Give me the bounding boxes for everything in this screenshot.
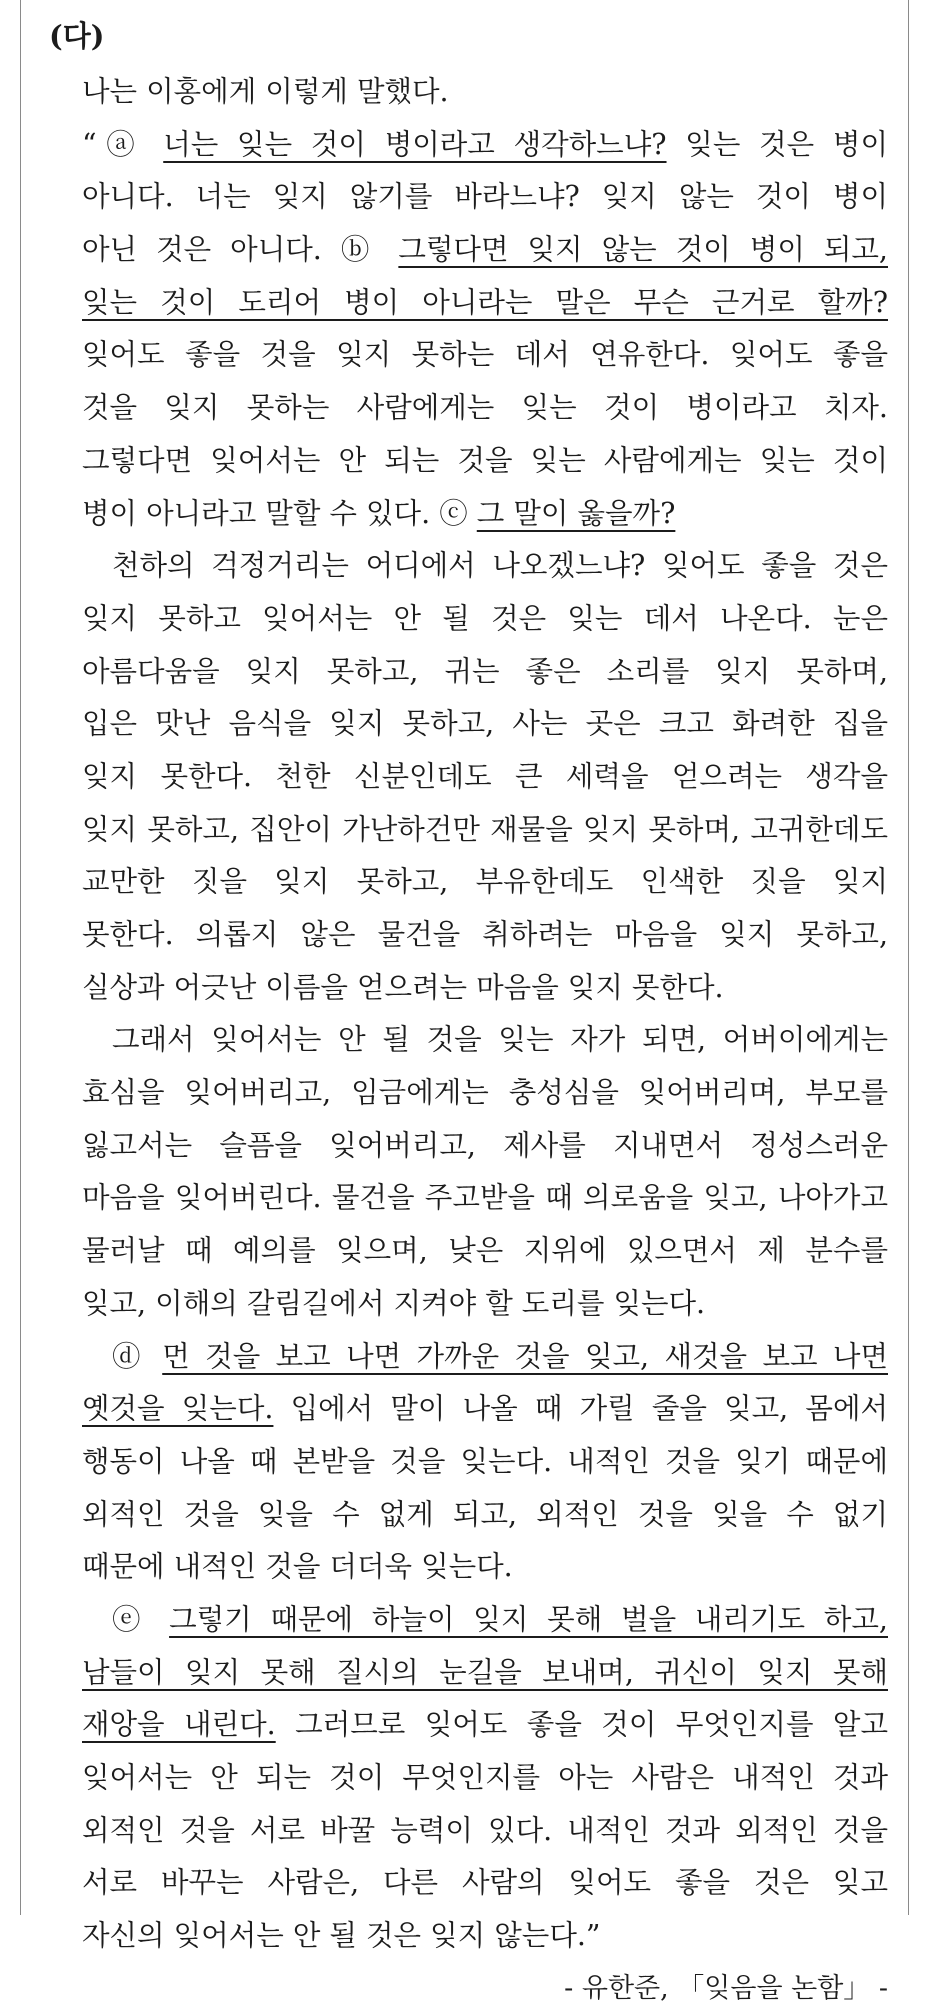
underlined-phrase: 남들이 잊지 못해 질시의 눈길을 보내며, 귀신이 잊지 못해	[82, 1655, 888, 1689]
text-line	[82, 1172, 888, 1225]
text-line	[82, 751, 888, 804]
source-citation	[82, 1963, 888, 2015]
right-border-line	[908, 0, 909, 1915]
text-segment: ⓔ	[112, 1602, 170, 1636]
text-segment: 효심을 잊어버리고, 임금에게는 충성심을 잊어버리며, 부모를	[82, 1076, 888, 1110]
text-segment: 때문에 내적인 것을 더더욱 잊는다.	[82, 1550, 513, 1584]
text-segment: 잊고, 이해의 갈림길에서 지켜야 할 도리를 잊는다.	[82, 1286, 706, 1320]
text-segment: 잊는 것은 병이	[666, 127, 888, 161]
text-line	[82, 962, 888, 1015]
text-segment: 서로 바꾸는 사람은, 다른 사람의 잊어도 좋을 것은 잊고	[82, 1866, 888, 1900]
underlined-phrase: 재앙을 내린다.	[82, 1708, 276, 1742]
text-line	[82, 1910, 888, 1963]
text-line	[82, 1647, 888, 1700]
text-line	[82, 171, 888, 224]
text-line	[82, 1278, 888, 1331]
underlined-phrase: 먼 것을 보고 나면 가까운 것을 잊고, 새것을 보고 나면	[162, 1339, 888, 1373]
text-line	[82, 277, 888, 330]
text-segment: 마음을 잊어버린다. 물건을 주고받을 때 의로움을 잊고, 나아가고	[82, 1181, 888, 1215]
underlined-phrase: 그 말이 옳을까?	[476, 496, 676, 530]
text-segment: 자신의 잊어서는 안 될 것은 잊지 않는다.”	[82, 1919, 601, 1953]
text-segment: 입은 맛난 음식을 잊지 못하고, 사는 곳은 크고 화려한 집을	[82, 707, 888, 741]
text-segment: 잊지 못하고, 집안이 가난하건만 재물을 잊지 못하며, 고귀한데도	[82, 812, 888, 846]
text-segment: 잊지 못한다. 천한 신분인데도 큰 세력을 얻으려는 생각을	[82, 759, 888, 793]
text-segment: 아름다움을 잊지 못하고, 귀는 좋은 소리를 잊지 못하며,	[82, 654, 888, 688]
text-line	[82, 66, 888, 119]
text-segment: 못한다. 의롭지 않은 물건을 취하려는 마음을 잊지 못하고,	[82, 918, 888, 951]
text-segment: ⓓ	[112, 1339, 163, 1373]
text-segment: 병이 아니라고 말할 수 있다. ⓒ	[82, 496, 477, 530]
text-line	[82, 593, 888, 646]
text-segment: 천하의 걱정거리는 어디에서 나오겠느냐? 잊어도 좋을 것은	[112, 549, 888, 583]
text-segment: “ⓐ	[82, 127, 164, 161]
underlined-phrase: 그렇다면 잊지 않는 것이 병이 되고,	[398, 233, 888, 267]
left-border-line	[20, 0, 21, 1915]
text-segment: 잊어서는 안 되는 것이 무엇인지를 아는 사람은 내적인 것과	[82, 1761, 888, 1794]
text-line	[82, 1699, 888, 1752]
text-line	[82, 540, 888, 593]
text-line	[82, 1225, 888, 1278]
text-line	[82, 488, 888, 541]
text-segment: 입에서 말이 나올 때 가릴 줄을 잊고, 몸에서	[273, 1392, 888, 1426]
text-line	[82, 1594, 888, 1647]
text-segment: 그렇다면 잊어서는 안 되는 것을 잊는 사람에게는 잊는 것이	[82, 443, 888, 477]
underlined-phrase: 너는 잊는 것이 병이라고 생각하느냐?	[163, 127, 667, 161]
text-line	[82, 119, 888, 172]
text-line	[82, 1805, 888, 1858]
text-line	[82, 329, 888, 382]
text-line	[82, 856, 888, 909]
text-segment: 외적인 것을 잊을 수 없게 되고, 외적인 것을 잊을 수 없기	[82, 1497, 888, 1531]
text-line	[82, 224, 888, 277]
text-line	[82, 1436, 888, 1489]
text-segment: 잃고서는 슬픔을 잊어버리고, 제사를 지내면서 정성스러운	[82, 1128, 888, 1162]
text-line	[82, 698, 888, 751]
text-line	[82, 1383, 888, 1436]
text-line	[82, 1014, 888, 1067]
text-segment: 그래서 잊어서는 안 될 것을 잊는 자가 되면, 어버이에게는	[112, 1023, 888, 1057]
underlined-phrase: 옛것을 잊는다.	[82, 1392, 274, 1426]
text-line	[82, 435, 888, 488]
passage-label: (다)	[49, 19, 105, 53]
text-segment: 실상과 어긋난 이름을 얻으려는 마음을 잊지 못한다.	[82, 970, 724, 1004]
text-line	[82, 909, 888, 962]
passage-body	[82, 66, 888, 2015]
text-segment: 나는 이홍에게 이렇게 말했다.	[82, 75, 449, 108]
text-segment: 물러날 때 예의를 잊으며, 낮은 지위에 있으면서 제 분수를	[82, 1234, 888, 1268]
text-segment: 것을 잊지 못하는 사람에게는 잊는 것이 병이라고 치자.	[82, 391, 888, 425]
text-segment: 잊어도 좋을 것을 잊지 못하는 데서 연유한다. 잊어도 좋을	[82, 338, 888, 372]
text-line	[82, 804, 888, 857]
text-segment: 아니다. 너는 잊지 않기를 바라느냐? 잊지 않는 것이 병이	[82, 180, 888, 214]
text-segment: 잊지 못하고 잊어서는 안 될 것은 잊는 데서 나온다. 눈은	[82, 601, 888, 635]
text-segment: - 유한준, 「잊음을 논함」 -	[564, 1972, 888, 2004]
text-line	[82, 1857, 888, 1910]
text-line	[82, 382, 888, 435]
text-segment: 그러므로 잊어도 좋을 것이 무엇인지를 알고	[275, 1708, 888, 1742]
underlined-phrase: 잊는 것이 도리어 병이 아니라는 말은 무슨 근거로 할까?	[82, 285, 888, 319]
text-segment: 교만한 짓을 잊지 못하고, 부유한데도 인색한 짓을 잊지	[82, 865, 888, 899]
text-line	[82, 1331, 888, 1384]
underlined-phrase: 그렇기 때문에 하늘이 잊지 못해 벌을 내리기도 하고,	[169, 1602, 888, 1636]
text-segment: 아닌 것은 아니다. ⓑ	[82, 233, 399, 267]
text-line	[82, 1752, 888, 1805]
text-line	[82, 646, 888, 699]
text-segment: 행동이 나올 때 본받을 것을 잊는다. 내적인 것을 잊기 때문에	[82, 1444, 888, 1478]
text-line	[82, 1067, 888, 1120]
text-line	[82, 1541, 888, 1594]
text-line	[82, 1120, 888, 1173]
text-segment: 외적인 것을 서로 바꿀 능력이 있다. 내적인 것과 외적인 것을	[82, 1813, 888, 1847]
text-line	[82, 1489, 888, 1542]
